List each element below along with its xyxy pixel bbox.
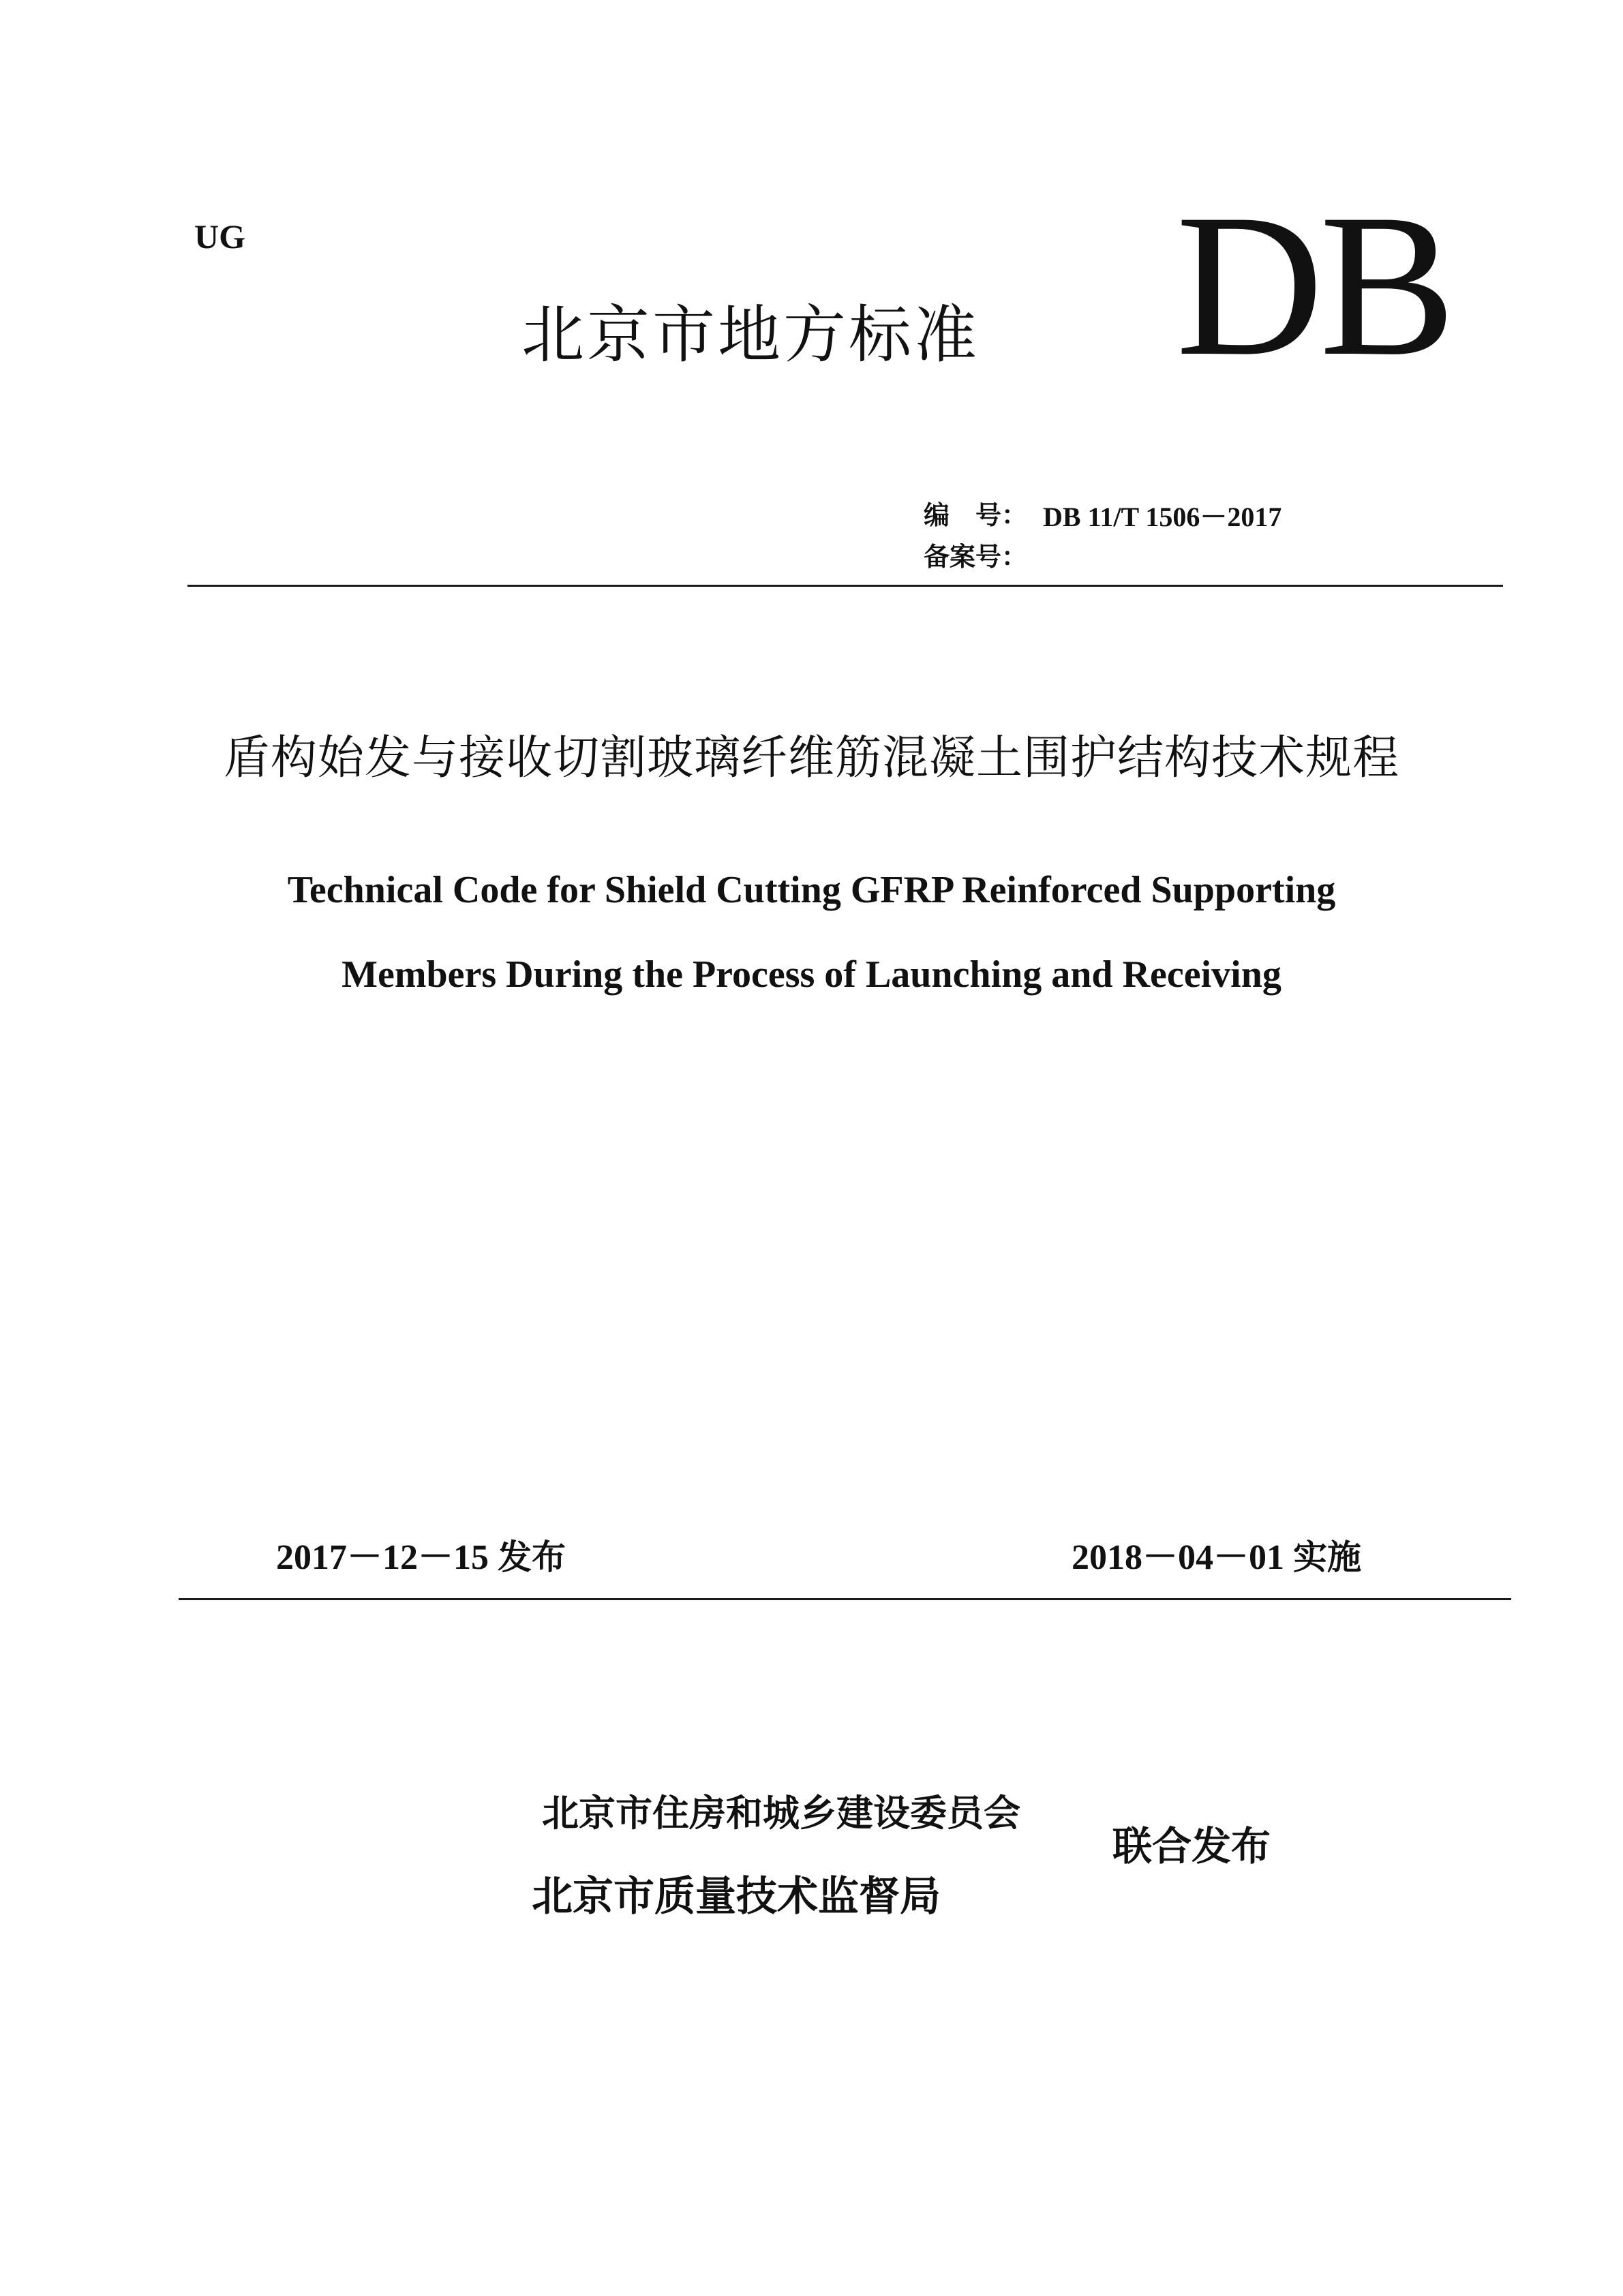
implementation-date-label: 实施: [1293, 1537, 1362, 1577]
record-number-label: 备案号：: [924, 541, 1028, 572]
issuer-housing-commission: 北京市住房和城乡建设委员会: [542, 1792, 1020, 1835]
issue-date-value: 2017－12－15: [276, 1538, 489, 1577]
title-english-line-2: Members During the Process of Launching and Receiving: [342, 953, 1281, 996]
joint-issue-label: 联合发布: [1112, 1823, 1271, 1869]
issue-date-label: 发布: [498, 1537, 566, 1577]
db-mark: DB: [1176, 172, 1452, 398]
standard-code-value: DB 11/T 1506－2017: [1043, 502, 1282, 532]
header-divider: [187, 585, 1503, 587]
date-divider: [179, 1598, 1511, 1600]
implementation-date: [1072, 1528, 1361, 1579]
standard-type-heading: 北京市地方标准: [521, 299, 980, 371]
implementation-date-value: 2018－04－01: [1072, 1538, 1285, 1577]
ics-code: UG: [194, 217, 245, 256]
standard-code-label: 编 号：: [924, 500, 1028, 530]
title-english-line-1: Technical Code for Shield Cutting GFRP Reinforced Supporting: [287, 869, 1336, 911]
issue-date: [276, 1528, 566, 1579]
issuer-quality-bureau: 北京市质量技术监督局: [532, 1873, 941, 1920]
title-chinese: 盾构始发与接收切割玻璃纤维筋混凝土围护结构技术规程: [223, 731, 1399, 785]
